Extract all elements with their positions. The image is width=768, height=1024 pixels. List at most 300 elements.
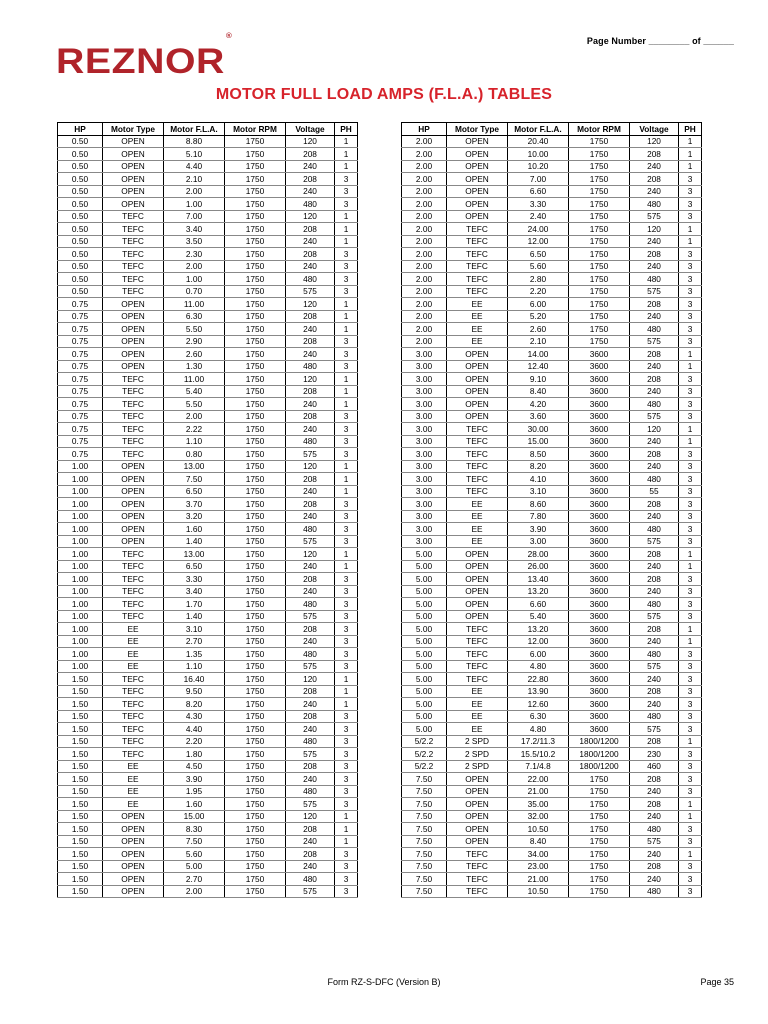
cell-ph: 3 <box>679 410 702 423</box>
cell-motor-type: TEFC <box>103 285 164 298</box>
cell-motor-fla: 5.60 <box>164 848 225 861</box>
cell-motor-rpm: 1750 <box>225 460 286 473</box>
cell-hp: 0.75 <box>58 373 103 386</box>
cell-motor-fla: 17.2/11.3 <box>508 735 569 748</box>
page-title: MOTOR FULL LOAD AMPS (F.L.A.) TABLES <box>215 86 553 103</box>
table-row <box>58 248 358 261</box>
cell-ph: 3 <box>679 248 702 261</box>
cell-motor-type: OPEN <box>103 523 164 536</box>
cell-motor-type: EE <box>103 773 164 786</box>
cell-motor-type: EE <box>447 710 508 723</box>
cell-ph: 1 <box>335 373 358 386</box>
table-body-right <box>402 135 702 898</box>
cell-hp: 1.00 <box>58 585 103 598</box>
cell-voltage: 240 <box>286 398 335 411</box>
cell-motor-type: TEFC <box>447 473 508 486</box>
cell-ph: 3 <box>679 760 702 773</box>
cell-motor-rpm: 1750 <box>569 860 630 873</box>
cell-hp: 3.00 <box>402 473 447 486</box>
cell-motor-fla: 7.1/4.8 <box>508 760 569 773</box>
cell-motor-fla: 2.60 <box>508 323 569 336</box>
table-row <box>58 573 358 586</box>
cell-motor-fla: 4.10 <box>508 473 569 486</box>
cell-hp: 1.50 <box>58 810 103 823</box>
cell-voltage: 208 <box>630 773 679 786</box>
cell-motor-rpm: 3600 <box>569 510 630 523</box>
cell-hp: 3.00 <box>402 460 447 473</box>
cell-motor-rpm: 1750 <box>225 623 286 636</box>
table-row <box>402 748 702 761</box>
cell-motor-type: OPEN <box>103 335 164 348</box>
cell-motor-type: TEFC <box>103 723 164 736</box>
table-row <box>402 198 702 211</box>
table-row <box>402 373 702 386</box>
cell-hp: 1.00 <box>58 498 103 511</box>
cell-motor-type: OPEN <box>103 460 164 473</box>
cell-motor-rpm: 1750 <box>569 773 630 786</box>
cell-voltage: 240 <box>630 460 679 473</box>
cell-hp: 2.00 <box>402 198 447 211</box>
table-row <box>402 410 702 423</box>
cell-motor-fla: 8.20 <box>164 698 225 711</box>
table-row <box>402 260 702 273</box>
cell-ph: 1 <box>335 685 358 698</box>
cell-ph: 3 <box>679 273 702 286</box>
cell-motor-type: OPEN <box>447 385 508 398</box>
cell-motor-rpm: 1750 <box>225 635 286 648</box>
cell-voltage: 460 <box>630 760 679 773</box>
cell-motor-fla: 2.20 <box>164 735 225 748</box>
cell-motor-rpm: 1750 <box>225 435 286 448</box>
cell-voltage: 480 <box>286 648 335 661</box>
cell-hp: 5.00 <box>402 685 447 698</box>
cell-motor-fla: 6.50 <box>164 485 225 498</box>
cell-motor-type: OPEN <box>447 173 508 186</box>
cell-hp: 1.00 <box>58 573 103 586</box>
cell-hp: 0.50 <box>58 248 103 261</box>
cell-motor-type: TEFC <box>447 273 508 286</box>
table-row <box>402 148 702 161</box>
cell-motor-rpm: 1750 <box>225 798 286 811</box>
cell-voltage: 240 <box>286 323 335 336</box>
cell-ph: 3 <box>335 285 358 298</box>
cell-hp: 3.00 <box>402 535 447 548</box>
cell-motor-fla: 1.35 <box>164 648 225 661</box>
cell-ph: 1 <box>335 485 358 498</box>
cell-motor-rpm: 1750 <box>225 335 286 348</box>
cell-motor-fla: 3.10 <box>508 485 569 498</box>
table-row <box>58 173 358 186</box>
cell-motor-fla: 20.40 <box>508 135 569 148</box>
cell-ph: 1 <box>335 235 358 248</box>
cell-ph: 3 <box>335 523 358 536</box>
cell-voltage: 240 <box>630 510 679 523</box>
cell-motor-fla: 7.50 <box>164 835 225 848</box>
cell-hp: 3.00 <box>402 373 447 386</box>
cell-hp: 0.50 <box>58 135 103 148</box>
cell-motor-type: TEFC <box>447 260 508 273</box>
cell-motor-rpm: 1750 <box>225 223 286 236</box>
cell-motor-fla: 1.00 <box>164 273 225 286</box>
cell-ph: 3 <box>679 448 702 461</box>
table-row <box>402 385 702 398</box>
cell-motor-type: OPEN <box>447 810 508 823</box>
cell-motor-type: EE <box>447 323 508 336</box>
cell-voltage: 208 <box>286 685 335 698</box>
cell-hp: 1.50 <box>58 798 103 811</box>
cell-motor-rpm: 1750 <box>225 135 286 148</box>
cell-motor-fla: 35.00 <box>508 798 569 811</box>
cell-hp: 2.00 <box>402 285 447 298</box>
cell-voltage: 230 <box>630 748 679 761</box>
cell-motor-type: TEFC <box>103 573 164 586</box>
cell-ph: 3 <box>679 585 702 598</box>
cell-motor-type: OPEN <box>103 873 164 886</box>
cell-motor-type: OPEN <box>103 160 164 173</box>
cell-motor-rpm: 1750 <box>569 848 630 861</box>
cell-voltage: 240 <box>630 260 679 273</box>
cell-ph: 3 <box>679 485 702 498</box>
cell-ph: 3 <box>679 498 702 511</box>
cell-ph: 3 <box>679 185 702 198</box>
cell-motor-type: OPEN <box>103 885 164 898</box>
table-row <box>58 498 358 511</box>
cell-motor-type: TEFC <box>447 885 508 898</box>
table-row <box>58 835 358 848</box>
cell-voltage: 240 <box>630 698 679 711</box>
cell-motor-fla: 1.40 <box>164 610 225 623</box>
cell-motor-type: EE <box>447 498 508 511</box>
cell-ph: 3 <box>679 173 702 186</box>
cell-motor-type: TEFC <box>103 598 164 611</box>
cell-motor-rpm: 1750 <box>225 423 286 436</box>
table-row <box>58 723 358 736</box>
cell-motor-rpm: 1750 <box>225 473 286 486</box>
cell-voltage: 480 <box>286 198 335 211</box>
cell-motor-rpm: 1750 <box>225 485 286 498</box>
cell-motor-type: OPEN <box>447 835 508 848</box>
cell-hp: 1.00 <box>58 485 103 498</box>
cell-motor-rpm: 1750 <box>569 298 630 311</box>
cell-motor-rpm: 1750 <box>225 523 286 536</box>
cell-ph: 3 <box>679 335 702 348</box>
cell-motor-fla: 8.30 <box>164 823 225 836</box>
cell-voltage: 575 <box>630 835 679 848</box>
cell-ph: 3 <box>335 335 358 348</box>
cell-motor-rpm: 1750 <box>225 248 286 261</box>
cell-voltage: 208 <box>630 798 679 811</box>
cell-motor-rpm: 3600 <box>569 598 630 611</box>
cell-ph: 3 <box>679 398 702 411</box>
cell-voltage: 480 <box>630 648 679 661</box>
cell-motor-fla: 12.00 <box>508 635 569 648</box>
table-row <box>402 485 702 498</box>
table-row <box>58 385 358 398</box>
cell-motor-fla: 0.70 <box>164 285 225 298</box>
cell-voltage: 240 <box>630 673 679 686</box>
cell-motor-fla: 2.00 <box>164 410 225 423</box>
cell-motor-type: TEFC <box>103 698 164 711</box>
cell-motor-rpm: 1750 <box>569 785 630 798</box>
cell-motor-fla: 1.60 <box>164 798 225 811</box>
cell-motor-type: EE <box>103 623 164 636</box>
cell-voltage: 480 <box>286 785 335 798</box>
cell-hp: 0.50 <box>58 185 103 198</box>
cell-voltage: 208 <box>286 573 335 586</box>
cell-hp: 1.50 <box>58 748 103 761</box>
cell-motor-rpm: 1800/1200 <box>569 735 630 748</box>
cell-motor-rpm: 1750 <box>569 135 630 148</box>
cell-voltage: 208 <box>286 310 335 323</box>
cell-hp: 5.00 <box>402 610 447 623</box>
table-row <box>402 560 702 573</box>
table-row <box>402 610 702 623</box>
table-row <box>402 535 702 548</box>
table-row <box>402 448 702 461</box>
cell-motor-rpm: 1750 <box>225 310 286 323</box>
cell-voltage: 120 <box>286 548 335 561</box>
cell-motor-rpm: 1750 <box>225 385 286 398</box>
table-row <box>58 148 358 161</box>
cell-voltage: 240 <box>286 560 335 573</box>
cell-voltage: 575 <box>630 210 679 223</box>
cell-hp: 2.00 <box>402 235 447 248</box>
table-row <box>58 660 358 673</box>
cell-motor-rpm: 3600 <box>569 348 630 361</box>
cell-motor-type: TEFC <box>103 548 164 561</box>
cell-voltage: 240 <box>630 360 679 373</box>
table-row <box>58 335 358 348</box>
cell-ph: 3 <box>335 198 358 211</box>
cell-hp: 5.00 <box>402 585 447 598</box>
table-row <box>402 348 702 361</box>
cell-ph: 3 <box>335 598 358 611</box>
cell-hp: 0.75 <box>58 398 103 411</box>
cell-motor-rpm: 3600 <box>569 373 630 386</box>
cell-motor-rpm: 1750 <box>225 773 286 786</box>
cell-ph: 3 <box>679 710 702 723</box>
cell-motor-fla: 5.40 <box>164 385 225 398</box>
cell-motor-fla: 1.60 <box>164 523 225 536</box>
cell-motor-rpm: 3600 <box>569 623 630 636</box>
cell-hp: 0.75 <box>58 435 103 448</box>
cell-motor-fla: 4.80 <box>508 660 569 673</box>
cell-motor-type: OPEN <box>103 535 164 548</box>
cell-motor-rpm: 1750 <box>225 648 286 661</box>
cell-motor-fla: 3.30 <box>508 198 569 211</box>
cell-motor-fla: 3.00 <box>508 535 569 548</box>
cell-voltage: 208 <box>630 148 679 161</box>
cell-ph: 3 <box>679 210 702 223</box>
cell-motor-fla: 13.90 <box>508 685 569 698</box>
cell-motor-type: OPEN <box>103 323 164 336</box>
cell-ph: 1 <box>679 223 702 236</box>
table-row <box>402 423 702 436</box>
cell-ph: 3 <box>335 360 358 373</box>
cell-ph: 3 <box>335 423 358 436</box>
cell-voltage: 120 <box>630 135 679 148</box>
table-row <box>402 498 702 511</box>
table-row <box>58 323 358 336</box>
table-row <box>402 773 702 786</box>
cell-voltage: 575 <box>286 448 335 461</box>
cell-ph: 3 <box>335 848 358 861</box>
cell-motor-fla: 6.30 <box>164 310 225 323</box>
cell-motor-type: OPEN <box>447 373 508 386</box>
cell-hp: 1.50 <box>58 685 103 698</box>
cell-motor-type: EE <box>447 298 508 311</box>
reznor-logo <box>56 33 233 81</box>
table-row <box>58 273 358 286</box>
table-row <box>58 535 358 548</box>
cell-motor-type: TEFC <box>103 448 164 461</box>
cell-motor-type: OPEN <box>447 573 508 586</box>
cell-motor-type: TEFC <box>447 435 508 448</box>
cell-motor-type: OPEN <box>447 348 508 361</box>
cell-motor-type: EE <box>447 698 508 711</box>
cell-hp: 7.50 <box>402 773 447 786</box>
table-row <box>58 448 358 461</box>
cell-ph: 1 <box>335 473 358 486</box>
cell-voltage: 208 <box>286 173 335 186</box>
cell-motor-fla: 6.00 <box>508 298 569 311</box>
cell-ph: 3 <box>679 598 702 611</box>
cell-hp: 0.75 <box>58 423 103 436</box>
cell-motor-type: EE <box>103 785 164 798</box>
table-row <box>402 573 702 586</box>
cell-hp: 1.00 <box>58 610 103 623</box>
cell-hp: 1.50 <box>58 885 103 898</box>
cell-voltage: 240 <box>286 835 335 848</box>
cell-motor-type: OPEN <box>447 785 508 798</box>
cell-voltage: 208 <box>286 335 335 348</box>
cell-ph: 3 <box>335 773 358 786</box>
cell-motor-rpm: 3600 <box>569 435 630 448</box>
cell-hp: 3.00 <box>402 510 447 523</box>
cell-motor-fla: 1.10 <box>164 660 225 673</box>
cell-hp: 2.00 <box>402 135 447 148</box>
cell-ph: 3 <box>679 473 702 486</box>
cell-hp: 3.00 <box>402 423 447 436</box>
cell-motor-fla: 1.80 <box>164 748 225 761</box>
cell-voltage: 208 <box>630 298 679 311</box>
cell-motor-rpm: 1750 <box>569 873 630 886</box>
cell-voltage: 240 <box>286 723 335 736</box>
cell-voltage: 208 <box>286 823 335 836</box>
cell-motor-rpm: 3600 <box>569 673 630 686</box>
cell-motor-fla: 13.20 <box>508 585 569 598</box>
cell-voltage: 575 <box>630 610 679 623</box>
cell-motor-type: OPEN <box>447 210 508 223</box>
cell-motor-type: OPEN <box>103 148 164 161</box>
cell-ph: 1 <box>679 148 702 161</box>
cell-ph: 3 <box>679 773 702 786</box>
cell-ph: 1 <box>679 635 702 648</box>
cell-ph: 3 <box>335 535 358 548</box>
cell-hp: 1.50 <box>58 860 103 873</box>
cell-motor-rpm: 1750 <box>225 610 286 623</box>
table-row <box>58 810 358 823</box>
cell-motor-rpm: 1750 <box>569 885 630 898</box>
table-row <box>58 735 358 748</box>
cell-voltage: 480 <box>286 273 335 286</box>
cell-hp: 1.00 <box>58 473 103 486</box>
cell-voltage: 575 <box>630 535 679 548</box>
cell-ph: 3 <box>335 260 358 273</box>
cell-voltage: 208 <box>286 498 335 511</box>
cell-voltage: 120 <box>286 810 335 823</box>
cell-ph: 3 <box>679 573 702 586</box>
cell-motor-type: TEFC <box>103 435 164 448</box>
cell-motor-rpm: 3600 <box>569 710 630 723</box>
cell-voltage: 208 <box>286 848 335 861</box>
cell-motor-fla: 26.00 <box>508 560 569 573</box>
cell-hp: 1.00 <box>58 623 103 636</box>
cell-voltage: 240 <box>630 310 679 323</box>
cell-ph: 3 <box>679 698 702 711</box>
cell-hp: 0.50 <box>58 160 103 173</box>
cell-ph: 3 <box>679 610 702 623</box>
cell-ph: 1 <box>679 360 702 373</box>
cell-motor-type: TEFC <box>447 223 508 236</box>
cell-motor-fla: 2.60 <box>164 348 225 361</box>
cell-ph: 3 <box>335 448 358 461</box>
cell-motor-rpm: 1750 <box>225 823 286 836</box>
cell-voltage: 575 <box>286 885 335 898</box>
cell-motor-fla: 5.50 <box>164 398 225 411</box>
cell-motor-rpm: 3600 <box>569 423 630 436</box>
cell-ph: 1 <box>335 385 358 398</box>
cell-voltage: 240 <box>286 585 335 598</box>
cell-motor-fla: 28.00 <box>508 548 569 561</box>
cell-voltage: 240 <box>286 423 335 436</box>
cell-ph: 3 <box>335 348 358 361</box>
cell-voltage: 480 <box>630 823 679 836</box>
table-row <box>402 510 702 523</box>
cell-voltage: 240 <box>630 560 679 573</box>
cell-voltage: 575 <box>630 335 679 348</box>
cell-ph: 3 <box>679 298 702 311</box>
cell-motor-type: TEFC <box>447 248 508 261</box>
cell-motor-fla: 8.40 <box>508 835 569 848</box>
cell-motor-type: EE <box>103 660 164 673</box>
cell-voltage: 240 <box>630 435 679 448</box>
cell-motor-rpm: 3600 <box>569 635 630 648</box>
cell-ph: 3 <box>679 310 702 323</box>
cell-motor-fla: 6.30 <box>508 710 569 723</box>
cell-voltage: 208 <box>630 573 679 586</box>
cell-ph: 3 <box>335 173 358 186</box>
cell-voltage: 240 <box>630 873 679 886</box>
cell-motor-rpm: 3600 <box>569 698 630 711</box>
table-row <box>402 285 702 298</box>
cell-voltage: 480 <box>286 873 335 886</box>
cell-hp: 7.50 <box>402 860 447 873</box>
table-row <box>402 473 702 486</box>
cell-hp: 2.00 <box>402 173 447 186</box>
cell-motor-fla: 11.00 <box>164 373 225 386</box>
table-row <box>402 223 702 236</box>
cell-motor-fla: 2.10 <box>508 335 569 348</box>
cell-voltage: 240 <box>286 510 335 523</box>
cell-ph: 3 <box>335 648 358 661</box>
cell-hp: 3.00 <box>402 435 447 448</box>
cell-motor-type: 2 SPD <box>447 760 508 773</box>
cell-ph: 3 <box>335 660 358 673</box>
table-row <box>402 735 702 748</box>
cell-voltage: 575 <box>630 723 679 736</box>
table-row <box>58 423 358 436</box>
